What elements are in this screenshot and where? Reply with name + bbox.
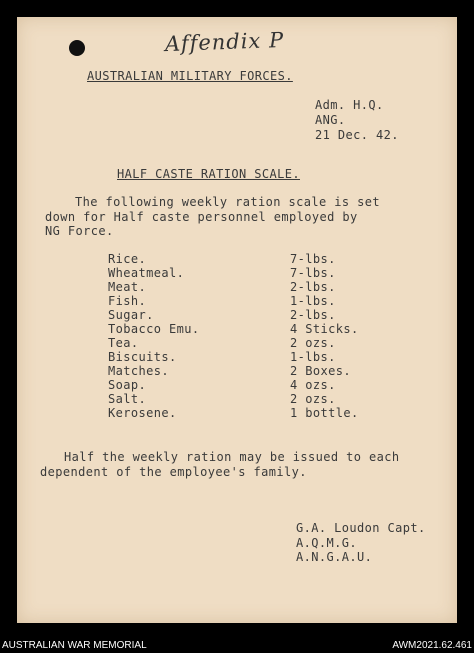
ration-item: Tea. bbox=[108, 336, 139, 350]
intro-line: NG Force. bbox=[45, 224, 114, 238]
ration-row bbox=[108, 280, 398, 294]
ration-row bbox=[108, 252, 398, 266]
address-line: 21 Dec. 42. bbox=[315, 128, 399, 142]
address-line: Adm. H.Q. bbox=[315, 98, 384, 112]
ration-item: Sugar. bbox=[108, 308, 154, 322]
ration-item: Meat. bbox=[108, 280, 147, 294]
ration-item: Salt. bbox=[108, 392, 147, 406]
ration-quantity: 1-lbs. bbox=[290, 294, 336, 308]
ration-item: Kerosene. bbox=[108, 406, 177, 420]
handwritten-annotation: Affendix P bbox=[164, 27, 285, 57]
ration-row bbox=[108, 308, 398, 322]
intro-line: The following weekly ration scale is set bbox=[75, 195, 380, 209]
ration-row bbox=[108, 364, 398, 378]
signature-line: G.A. Loudon Capt. bbox=[296, 521, 426, 535]
ration-quantity: 7-lbs. bbox=[290, 266, 336, 280]
ration-quantity: 2-lbs. bbox=[290, 280, 336, 294]
address-line: ANG. bbox=[315, 113, 346, 127]
ration-item: Soap. bbox=[108, 378, 147, 392]
footer-accession-number: AWM2021.62.461 bbox=[392, 640, 472, 651]
document-title: HALF CASTE RATION SCALE. bbox=[117, 167, 300, 181]
ration-row bbox=[108, 336, 398, 350]
ration-row bbox=[108, 350, 398, 364]
ration-quantity: 1-lbs. bbox=[290, 350, 336, 364]
ration-quantity: 4 ozs. bbox=[290, 378, 336, 392]
document-header: AUSTRALIAN MILITARY FORCES. bbox=[87, 69, 293, 83]
ration-row bbox=[108, 294, 398, 308]
ration-row bbox=[108, 378, 398, 392]
ration-item: Matches. bbox=[108, 364, 169, 378]
ration-item: Tobacco Emu. bbox=[108, 322, 200, 336]
closing-line: dependent of the employee's family. bbox=[40, 465, 307, 479]
signature-line: A.Q.M.G. bbox=[296, 536, 357, 550]
intro-line: down for Half caste personnel employed by bbox=[45, 210, 358, 224]
ration-row bbox=[108, 322, 398, 336]
ration-row bbox=[108, 392, 398, 406]
ration-item: Biscuits. bbox=[108, 350, 177, 364]
ration-row bbox=[108, 266, 398, 280]
ration-item: Fish. bbox=[108, 294, 147, 308]
ration-list bbox=[108, 252, 398, 420]
ration-quantity: 4 Sticks. bbox=[290, 322, 359, 336]
ration-quantity: 1 bottle. bbox=[290, 406, 359, 420]
ration-quantity: 2 Boxes. bbox=[290, 364, 351, 378]
closing-line: Half the weekly ration may be issued to each bbox=[64, 450, 400, 464]
footer-bar bbox=[0, 638, 474, 653]
ration-item: Wheatmeal. bbox=[108, 266, 185, 280]
ration-item: Rice. bbox=[108, 252, 147, 266]
ration-quantity: 7-lbs. bbox=[290, 252, 336, 266]
ration-quantity: 2 ozs. bbox=[290, 336, 336, 350]
footer-credit: AUSTRALIAN WAR MEMORIAL bbox=[2, 640, 147, 651]
ration-row bbox=[108, 406, 398, 420]
punch-hole bbox=[69, 40, 85, 56]
signature-line: A.N.G.A.U. bbox=[296, 550, 373, 564]
ration-quantity: 2 ozs. bbox=[290, 392, 336, 406]
ration-quantity: 2-lbs. bbox=[290, 308, 336, 322]
